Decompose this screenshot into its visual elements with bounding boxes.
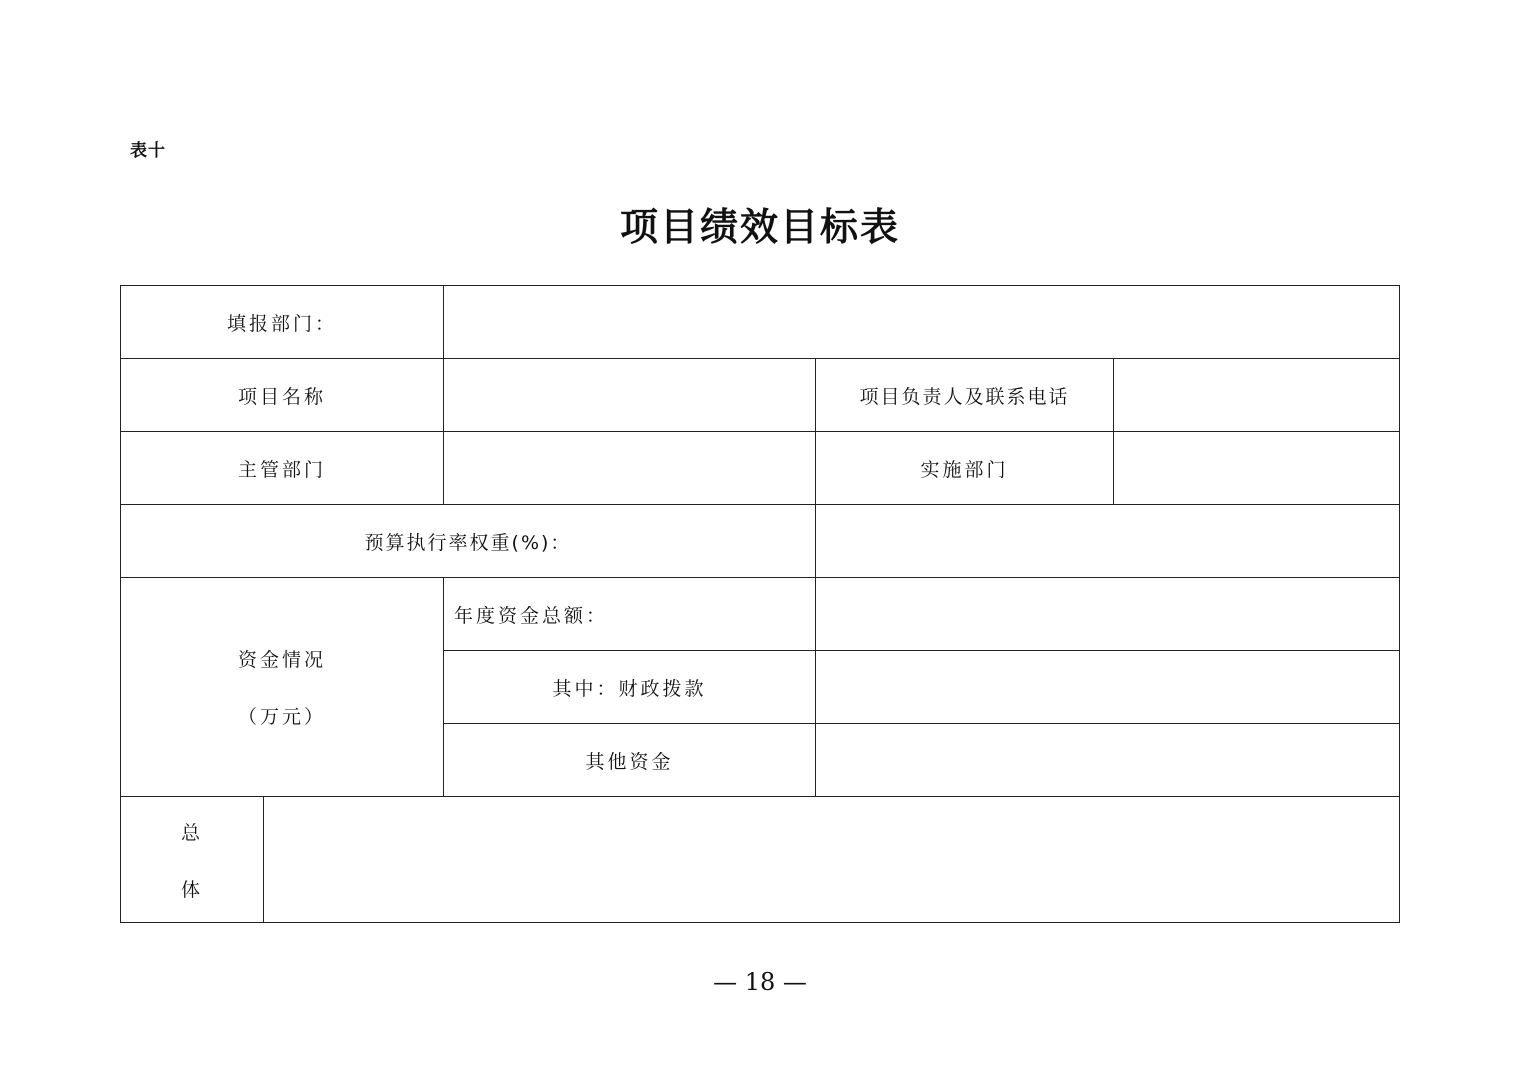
project-name-field[interactable] <box>443 358 816 432</box>
budget-execution-weight-label-text: 预算执行率权重(%)： <box>364 531 572 554</box>
implementing-department-field[interactable] <box>1113 431 1400 505</box>
funds-label-line2: （万元） <box>237 706 326 728</box>
budget-execution-weight-field[interactable] <box>815 504 1400 578</box>
filling-department-label <box>120 285 444 359</box>
other-funds-field[interactable] <box>815 723 1400 797</box>
annual-total-label-text: 年度资金总额： <box>454 604 609 627</box>
project-leader-field[interactable] <box>1113 358 1400 432</box>
competent-department-label <box>120 431 444 505</box>
competent-department-field[interactable] <box>443 431 816 505</box>
fiscal-allocation-label <box>443 650 816 724</box>
table-label: 表十 <box>130 141 166 161</box>
annual-total-label <box>443 577 816 651</box>
project-leader-label-text: 项目负责人及联系电话 <box>859 385 1070 408</box>
competent-department-label-text: 主管部门 <box>237 458 326 481</box>
funds-label <box>120 577 444 797</box>
fiscal-allocation-label-text: 其中：财政拨款 <box>552 677 707 700</box>
overall-label-line2: 体 <box>180 878 203 901</box>
project-leader-label <box>815 358 1114 432</box>
filling-department-label-text: 填报部门： <box>226 312 337 335</box>
project-name-label <box>120 358 444 432</box>
fiscal-allocation-field[interactable] <box>815 650 1400 724</box>
overall-goal-field[interactable] <box>263 796 1400 923</box>
overall-label <box>120 796 264 923</box>
project-name-label-text: 项目名称 <box>237 385 326 408</box>
budget-execution-weight-label <box>120 504 816 578</box>
funds-label-line1: 资金情况 <box>237 649 326 671</box>
implementing-department-label-text: 实施部门 <box>920 458 1009 481</box>
overall-label-line1: 总 <box>180 821 203 844</box>
other-funds-label <box>443 723 816 797</box>
other-funds-label-text: 其他资金 <box>585 750 674 773</box>
implementing-department-label <box>815 431 1114 505</box>
page-number: — 18 — <box>713 968 807 996</box>
filling-department-field[interactable] <box>443 285 1400 359</box>
annual-total-field[interactable] <box>815 577 1400 651</box>
page-title: 项目绩效目标表 <box>619 204 900 249</box>
